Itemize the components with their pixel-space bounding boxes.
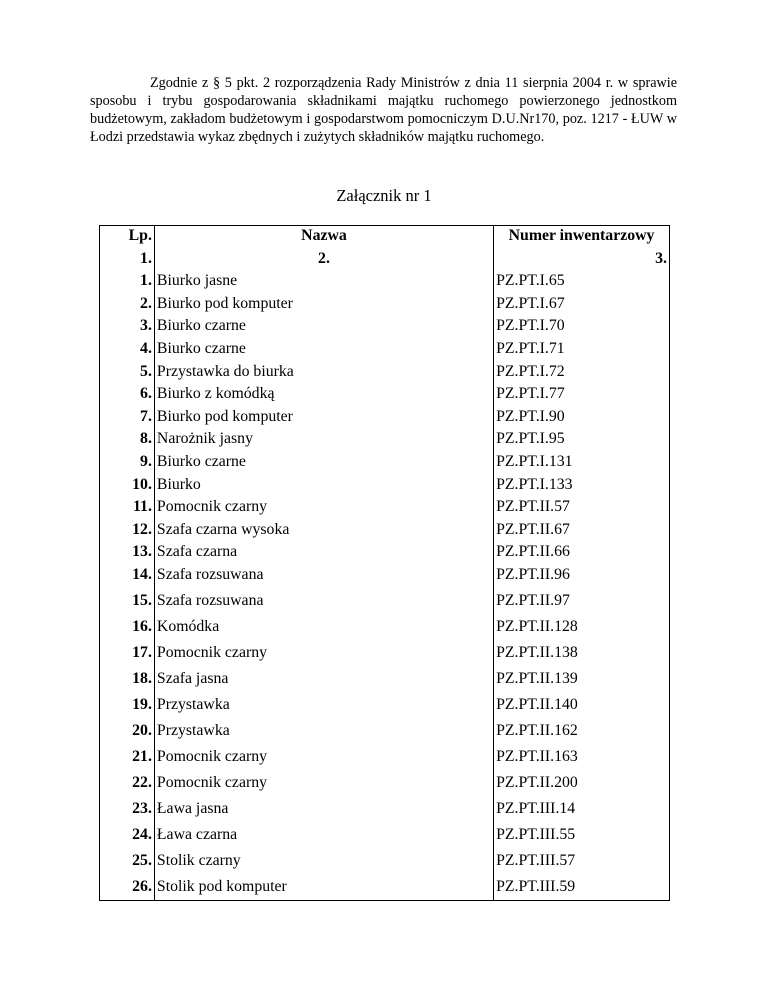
row-number: PZ.PT.I.77 — [494, 384, 670, 407]
colnum-3: 3. — [494, 249, 670, 272]
row-lp: 11. — [100, 497, 155, 520]
table-row — [100, 497, 670, 520]
table-row — [100, 542, 670, 565]
row-number: PZ.PT.III.14 — [494, 796, 670, 822]
page-title: Załącznik nr 1 — [336, 186, 432, 205]
row-number: PZ.PT.II.57 — [494, 497, 670, 520]
table-row — [100, 520, 670, 543]
colnum-1: 1. — [100, 249, 155, 272]
row-lp: 13. — [100, 542, 155, 565]
row-lp: 22. — [100, 770, 155, 796]
row-lp: 18. — [100, 666, 155, 692]
row-lp: 3. — [100, 316, 155, 339]
row-name: Biurko czarne — [154, 452, 493, 475]
row-name: Biurko czarne — [154, 339, 493, 362]
row-lp: 23. — [100, 796, 155, 822]
table-row — [100, 796, 670, 822]
row-lp: 5. — [100, 362, 155, 385]
row-number: PZ.PT.III.55 — [494, 822, 670, 848]
row-lp: 1. — [100, 271, 155, 294]
row-lp: 12. — [100, 520, 155, 543]
row-name: Szafa jasna — [154, 666, 493, 692]
row-lp: 8. — [100, 429, 155, 452]
row-name: Szafa czarna — [154, 542, 493, 565]
row-name: Biurko jasne — [154, 271, 493, 294]
row-lp: 21. — [100, 744, 155, 770]
table-header-row — [100, 226, 670, 249]
intro-paragraph: Zgodnie z § 5 pkt. 2 rozporządzenia Rady Ministrów z dnia 11 sierpnia 2004 r. w sprawie sposobu i trybu gospodarowania składnikami majątku ruchomego powierzonego jednostkom budżetowym, zakładom budżetowym i gospodarstwom pomocniczym D.U.Nr170, poz. 1217 - ŁUW w Łodzi przedstawia wykaz zbędnych i zużytych składników majątku ruchomego. — [90, 75, 677, 145]
table-row — [100, 407, 670, 430]
table-row — [100, 565, 670, 588]
table-row — [100, 339, 670, 362]
row-number: PZ.PT.II.140 — [494, 692, 670, 718]
inventory-table — [99, 225, 670, 901]
row-number: PZ.PT.II.97 — [494, 588, 670, 614]
table-row — [100, 640, 670, 666]
table-row — [100, 384, 670, 407]
row-lp: 15. — [100, 588, 155, 614]
colnum-2: 2. — [154, 249, 493, 272]
row-lp: 26. — [100, 874, 155, 901]
row-number: PZ.PT.I.67 — [494, 294, 670, 317]
table-row — [100, 848, 670, 874]
table-row — [100, 770, 670, 796]
header-lp: Lp. — [100, 226, 155, 249]
row-name: Pomocnik czarny — [154, 770, 493, 796]
row-lp: 24. — [100, 822, 155, 848]
row-lp: 20. — [100, 718, 155, 744]
table-row — [100, 271, 670, 294]
header-number: Numer inwentarzowy — [494, 226, 670, 249]
row-name: Komódka — [154, 614, 493, 640]
row-lp: 10. — [100, 475, 155, 498]
row-lp: 6. — [100, 384, 155, 407]
row-number: PZ.PT.I.65 — [494, 271, 670, 294]
row-lp: 7. — [100, 407, 155, 430]
row-number: PZ.PT.I.95 — [494, 429, 670, 452]
table-row — [100, 429, 670, 452]
row-number: PZ.PT.II.128 — [494, 614, 670, 640]
row-name: Ława czarna — [154, 822, 493, 848]
row-name: Pomocnik czarny — [154, 744, 493, 770]
row-lp: 4. — [100, 339, 155, 362]
row-number: PZ.PT.II.67 — [494, 520, 670, 543]
row-name: Narożnik jasny — [154, 429, 493, 452]
row-name: Biurko — [154, 475, 493, 498]
row-number: PZ.PT.III.59 — [494, 874, 670, 901]
table-row — [100, 452, 670, 475]
row-name: Stolik pod komputer — [154, 874, 493, 901]
row-number: PZ.PT.II.96 — [494, 565, 670, 588]
table-row — [100, 822, 670, 848]
row-lp: 14. — [100, 565, 155, 588]
row-name: Szafa rozsuwana — [154, 588, 493, 614]
row-number: PZ.PT.III.57 — [494, 848, 670, 874]
table-row — [100, 294, 670, 317]
table-row — [100, 362, 670, 385]
row-name: Szafa rozsuwana — [154, 565, 493, 588]
header-name: Nazwa — [154, 226, 493, 249]
table-row — [100, 718, 670, 744]
row-name: Przystawka do biurka — [154, 362, 493, 385]
table-row — [100, 692, 670, 718]
row-number: PZ.PT.II.163 — [494, 744, 670, 770]
row-number: PZ.PT.I.71 — [494, 339, 670, 362]
row-name: Pomocnik czarny — [154, 497, 493, 520]
row-number: PZ.PT.I.90 — [494, 407, 670, 430]
row-name: Biurko pod komputer — [154, 407, 493, 430]
table-row — [100, 666, 670, 692]
row-name: Pomocnik czarny — [154, 640, 493, 666]
row-number: PZ.PT.I.131 — [494, 452, 670, 475]
row-number: PZ.PT.I.70 — [494, 316, 670, 339]
row-name: Przystawka — [154, 692, 493, 718]
row-name: Biurko z komódką — [154, 384, 493, 407]
table-row — [100, 614, 670, 640]
row-lp: 2. — [100, 294, 155, 317]
row-lp: 25. — [100, 848, 155, 874]
row-number: PZ.PT.I.133 — [494, 475, 670, 498]
table-colnum-row — [100, 249, 670, 272]
row-number: PZ.PT.I.72 — [494, 362, 670, 385]
table-row — [100, 744, 670, 770]
row-name: Szafa czarna wysoka — [154, 520, 493, 543]
table-row — [100, 475, 670, 498]
row-number: PZ.PT.II.200 — [494, 770, 670, 796]
row-name: Biurko pod komputer — [154, 294, 493, 317]
row-lp: 17. — [100, 640, 155, 666]
row-name: Stolik czarny — [154, 848, 493, 874]
row-lp: 19. — [100, 692, 155, 718]
row-number: PZ.PT.II.66 — [494, 542, 670, 565]
table-row — [100, 588, 670, 614]
row-lp: 9. — [100, 452, 155, 475]
table-row — [100, 316, 670, 339]
row-lp: 16. — [100, 614, 155, 640]
row-name: Biurko czarne — [154, 316, 493, 339]
row-name: Przystawka — [154, 718, 493, 744]
table-row — [100, 874, 670, 901]
row-number: PZ.PT.II.162 — [494, 718, 670, 744]
row-name: Ława jasna — [154, 796, 493, 822]
row-number: PZ.PT.II.138 — [494, 640, 670, 666]
row-number: PZ.PT.II.139 — [494, 666, 670, 692]
